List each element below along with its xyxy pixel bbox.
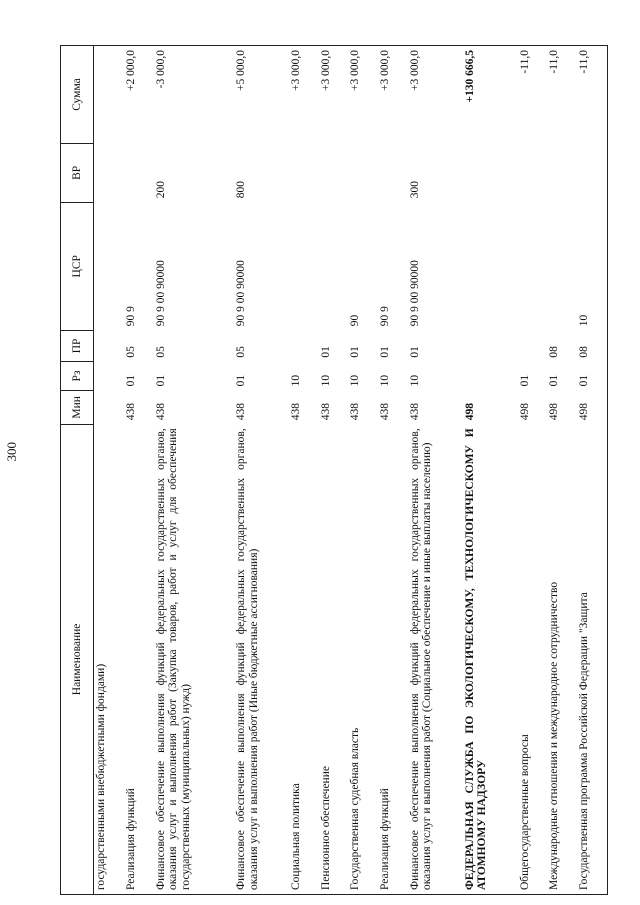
- table-row: [289, 46, 319, 895]
- cell-sum: +3 000,0: [378, 46, 408, 144]
- table-row: [378, 46, 408, 895]
- cell-min: [94, 390, 125, 424]
- cell-rz: [94, 362, 125, 391]
- table-row: [154, 46, 235, 895]
- table-row: [518, 46, 548, 895]
- cell-vr: [463, 144, 518, 203]
- cell-sum: -11,0: [577, 46, 608, 144]
- page-number: 300: [4, 442, 19, 462]
- cell-min: 438: [290, 403, 303, 421]
- cell-rz: 01: [154, 374, 167, 387]
- cell-name: Реализация функций: [124, 424, 154, 894]
- cell-vr: [124, 144, 154, 203]
- header-name: Наименование: [61, 424, 94, 894]
- table-row: [577, 46, 608, 895]
- cell-pr: [463, 330, 518, 361]
- cell-sum: +2 000,0: [124, 46, 154, 144]
- header-csr: ЦСР: [61, 202, 94, 330]
- table-row: [319, 46, 349, 895]
- cell-csr: [319, 202, 349, 330]
- cell-name: Пенсионное обеспечение: [319, 424, 349, 894]
- cell-rz: 01: [577, 362, 608, 391]
- cell-sum: +3 000,0: [319, 46, 349, 144]
- cell-pr: 01: [349, 346, 362, 358]
- cell-vr: [547, 144, 577, 203]
- cell-min: 438: [408, 403, 421, 421]
- header-rz: Рз: [61, 362, 94, 391]
- cell-min: 498: [577, 390, 608, 424]
- cell-csr: 90 9 00 90000: [154, 260, 167, 327]
- cell-csr: 10: [577, 202, 608, 330]
- cell-rz: 01: [235, 374, 248, 387]
- cell-min: 438: [319, 403, 332, 421]
- cell-name: Международные отношения и международное сотрудничество: [547, 424, 577, 894]
- cell-csr: [547, 202, 577, 330]
- cell-csr: [463, 202, 518, 330]
- rotated-table-container: [60, 45, 608, 895]
- cell-rz: 10: [408, 374, 421, 387]
- table-row: [124, 46, 154, 895]
- cell-sum: +130 666,5: [463, 46, 518, 144]
- cell-pr: 08: [548, 346, 561, 358]
- cell-pr: [518, 330, 548, 361]
- cell-pr: 05: [235, 346, 248, 358]
- cell-rz: 01: [518, 374, 531, 387]
- cell-vr: 800: [235, 181, 248, 199]
- cell-pr: 08: [577, 330, 608, 361]
- header-vr: ВР: [61, 144, 94, 203]
- cell-sum: -11,0: [547, 46, 577, 144]
- cell-sum: -3 000,0: [154, 46, 235, 144]
- cell-vr: 300: [408, 181, 421, 199]
- budget-table: [60, 45, 608, 895]
- cell-vr: [577, 144, 608, 203]
- cell-csr: [94, 202, 125, 330]
- cell-name: Социальная политика: [289, 424, 319, 894]
- cell-vr: [289, 144, 319, 203]
- cell-sum: -11,0: [518, 46, 548, 144]
- table-row: [547, 46, 577, 895]
- cell-csr: 90 9 00 90000: [408, 260, 421, 327]
- cell-name: Финансовое обеспечение выполнения функций федеральных государственных органов, оказания услуг и выполнения работ (Иные бюджетные ассигнования): [234, 424, 289, 894]
- cell-name: Общегосударственные вопросы: [518, 424, 548, 894]
- cell-pr: 05: [125, 346, 138, 358]
- cell-min: 498: [548, 403, 561, 421]
- cell-name: Финансовое обеспечение выполнения функций федеральных государственных органов, оказания услуг и выполнения работ (Закупка товаров, работ и услуг для обеспечения государственных (муниципальных) нужд): [154, 424, 235, 894]
- cell-csr: 90 9 00 90000: [235, 260, 248, 327]
- header-sum: Сумма: [61, 46, 94, 144]
- cell-vr: [348, 144, 378, 203]
- cell-pr: [94, 330, 125, 361]
- cell-rz: 01: [125, 374, 138, 387]
- cell-pr: 01: [319, 346, 332, 358]
- cell-rz: 10: [319, 374, 332, 387]
- cell-name: Государственная программа Российской Федерации "Защита: [577, 424, 608, 894]
- header-min: Мин: [61, 390, 94, 424]
- cell-rz: 10: [349, 374, 362, 387]
- table-body: [94, 46, 608, 895]
- cell-min: 498: [463, 403, 476, 421]
- cell-sum: +5 000,0: [234, 46, 289, 144]
- cell-name: Государственная судебная власть: [348, 424, 378, 894]
- cell-rz: 10: [290, 374, 303, 387]
- cell-rz: 01: [548, 374, 561, 387]
- cell-name: ФЕДЕРАЛЬНАЯ СЛУЖБА ПО ЭКОЛОГИЧЕСКОМУ, ТЕХНОЛОГИЧЕСКОМУ И АТОМНОМУ НАДЗОРУ: [463, 424, 518, 894]
- cell-name: Финансовое обеспечение выполнения функций федеральных государственных органов, оказания услуг и выполнения работ (Социальное обеспечение и иные выплаты населению): [408, 424, 463, 894]
- cell-rz: 10: [378, 374, 391, 387]
- cell-min: 438: [154, 403, 167, 421]
- cell-min: 438: [378, 403, 391, 421]
- cell-csr: [518, 202, 548, 330]
- table-row: [463, 46, 518, 895]
- cell-sum: +3 000,0: [408, 46, 463, 144]
- table-row: [348, 46, 378, 895]
- cell-sum: +3 000,0: [289, 46, 319, 144]
- cell-sum: +3 000,0: [348, 46, 378, 144]
- cell-csr: 90 9: [378, 306, 391, 327]
- cell-name: государственными внебюджетными фондами): [94, 424, 125, 894]
- cell-vr: [518, 144, 548, 203]
- cell-min: 498: [518, 403, 531, 421]
- cell-csr: 90: [349, 314, 362, 327]
- cell-vr: [319, 144, 349, 203]
- cell-vr: 200: [154, 181, 167, 199]
- cell-min: 438: [349, 403, 362, 421]
- cell-min: 438: [125, 403, 138, 421]
- cell-vr: [94, 144, 125, 203]
- cell-pr: 01: [378, 346, 391, 358]
- cell-csr: [289, 202, 319, 330]
- cell-rz: [463, 362, 518, 391]
- table-row: [94, 46, 125, 895]
- cell-sum: [94, 46, 125, 144]
- cell-vr: [378, 144, 408, 203]
- cell-pr: 05: [154, 346, 167, 358]
- header-pr: ПР: [61, 330, 94, 361]
- table-header-row: [61, 46, 94, 895]
- cell-pr: [289, 330, 319, 361]
- table-row: [408, 46, 463, 895]
- table-row: [234, 46, 289, 895]
- cell-csr: 90 9: [125, 306, 138, 327]
- cell-name: Реализация функций: [378, 424, 408, 894]
- cell-min: 438: [235, 403, 248, 421]
- cell-pr: 01: [408, 346, 421, 358]
